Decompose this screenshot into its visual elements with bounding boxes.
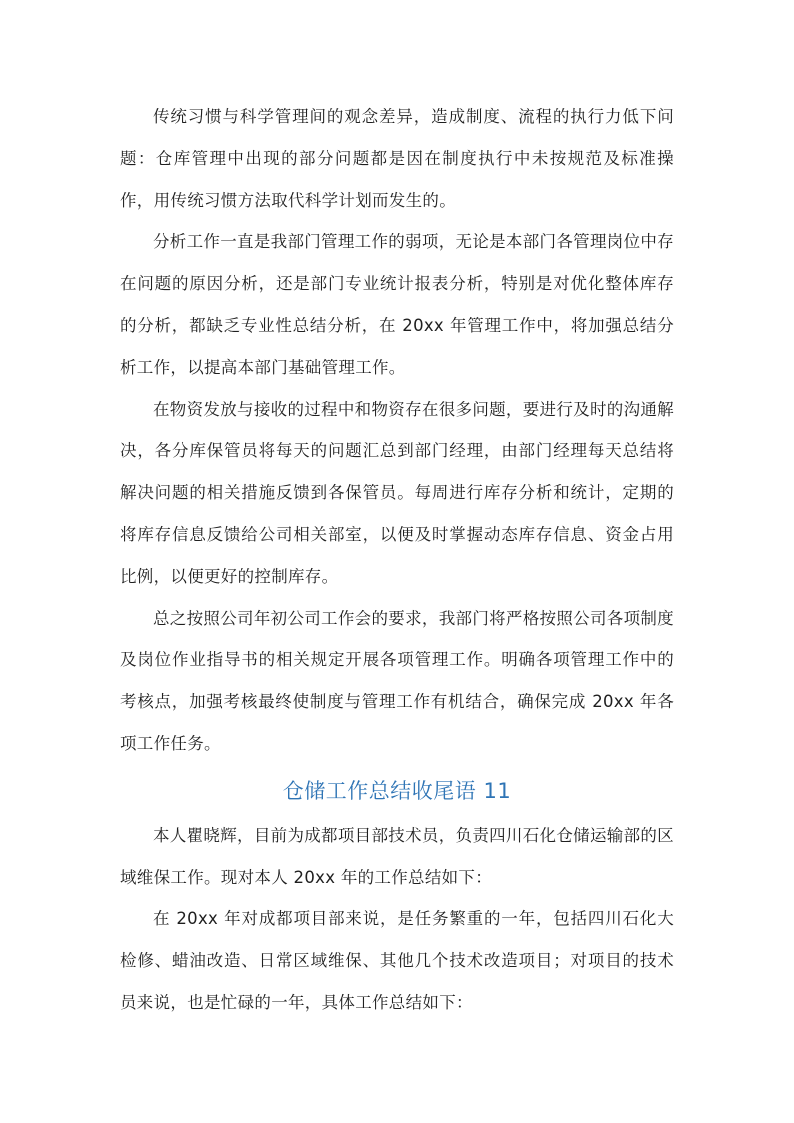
paragraph-year-overview: 在 20xx 年对成都项目部来说，是任务繁重的一年，包括四川石化大检修、蜡油改造、日常区域维保、其他几个技术改造项目；对项目的技术员来说，也是忙碌的一年，具体工作总结如下： <box>120 909 674 1012</box>
section-heading: 仓储工作总结收尾语 11 <box>282 778 512 803</box>
paragraph-tradition-vs-management: 传统习惯与科学管理间的观念差异，造成制度、流程的执行力低下问题：仓库管理中出现的部分问题都是因在制度执行中未按规范及标准操作，用传统习惯方法取代科学计划而发生的。 <box>120 107 674 210</box>
paragraph-analysis-work: 分析工作一直是我部门管理工作的弱项，无论是本部门各管理岗位中存在问题的原因分析，还是部门专业统计报表分析，特别是对优化整体库存的分析，都缺乏专业性总结分析，在 20xx 年管理工作中，将加强总结分析工作，以提高本部门基础管理工作。 <box>120 232 674 377</box>
paragraph-self-introduction: 本人瞿晓辉，目前为成都项目部技术员，负责四川石化仓储运输部的区域维保工作。现对本人 20xx 年的工作总结如下： <box>120 825 674 887</box>
paragraph-conclusion: 总之按照公司年初公司工作会的要求，我部门将严格按照公司各项制度及岗位作业指导书的相关规定开展各项管理工作。明确各项管理工作中的考核点，加强考核最终使制度与管理工作有机结合，确保完成 20xx 年各项工作任务。 <box>120 608 674 753</box>
document-body <box>120 96 674 1024</box>
paragraph-material-issues: 在物资发放与接收的过程中和物资存在很多问题，要进行及时的沟通解决，各分库保管员将每天的问题汇总到部门经理，由部门经理每天总结将解决问题的相关措施反馈到各保管员。每周进行库存分析和统计，定期的将库存信息反馈给公司相关部室，以便及时掌握动态库存信息、资金占用比例，以便更好的控制库存。 <box>120 399 674 586</box>
